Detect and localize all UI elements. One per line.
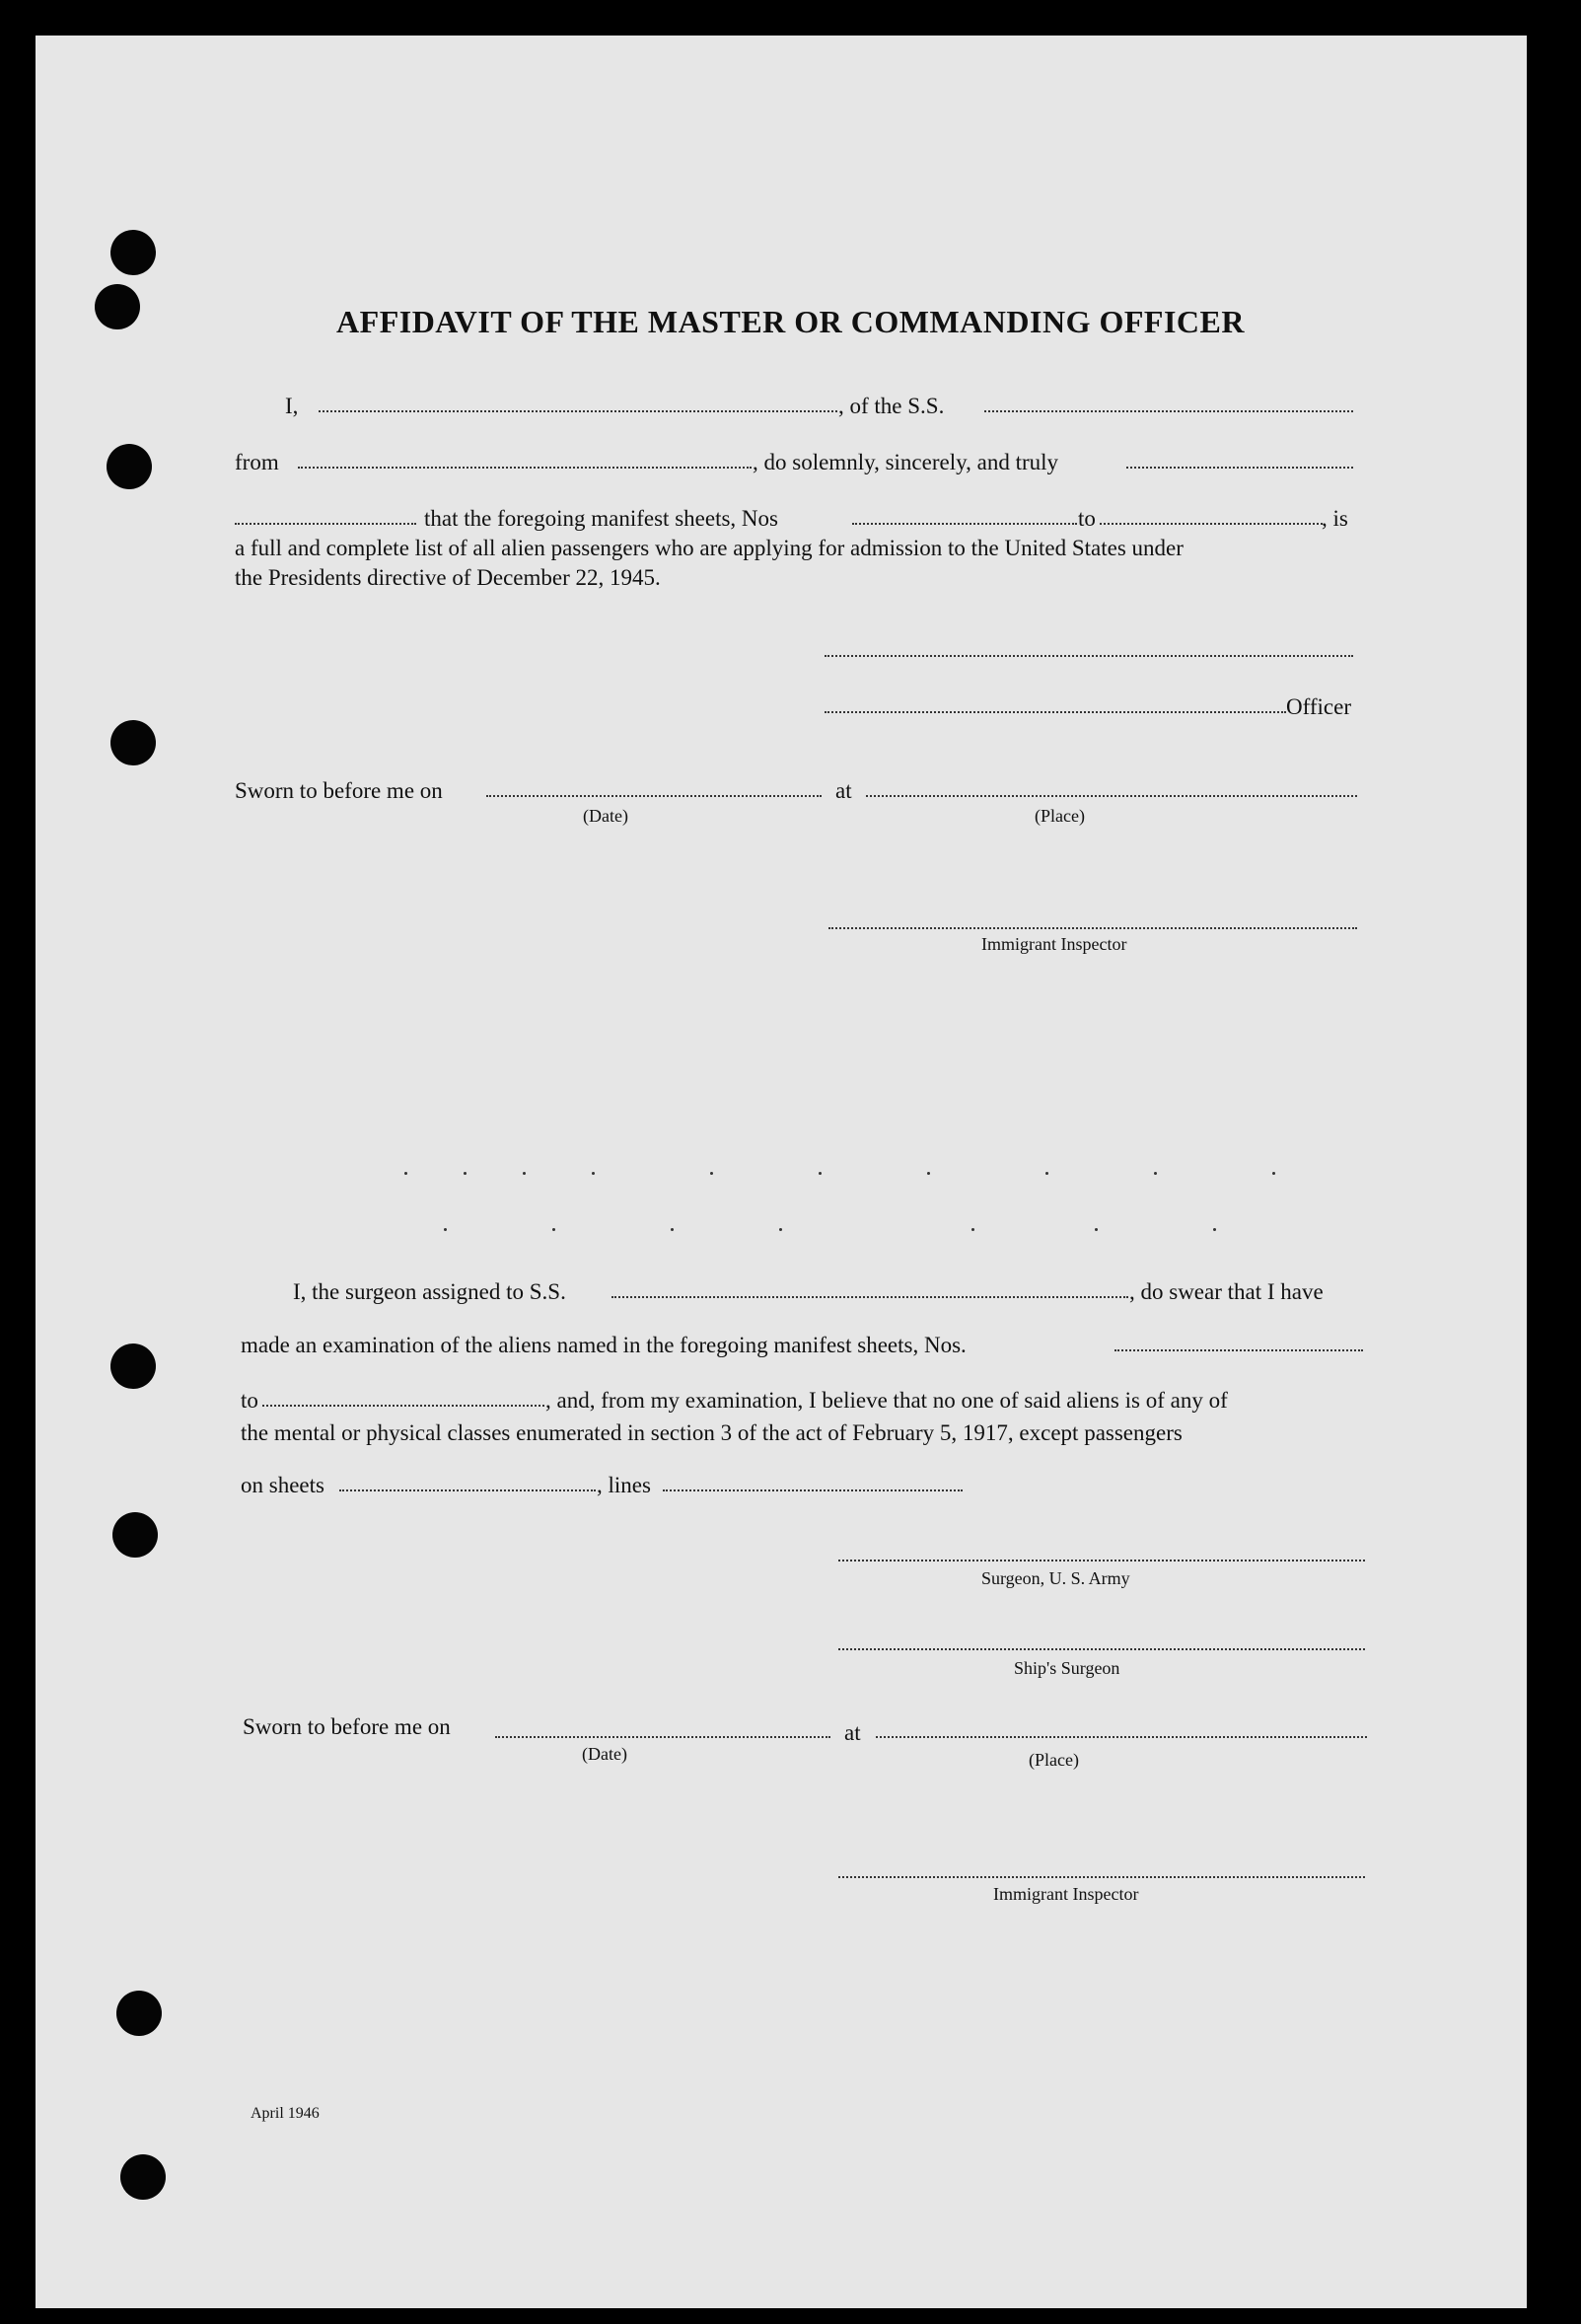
ship-name-field[interactable]: [984, 410, 1353, 412]
from-label: from: [235, 450, 279, 474]
master-sworn-date-field[interactable]: [486, 795, 822, 797]
surgeon-sworn-date-field[interactable]: [495, 1736, 830, 1738]
surgeon-date-caption: (Date): [582, 1744, 627, 1764]
surgeon-sheets-field[interactable]: [339, 1489, 596, 1491]
bleed-speck: [404, 1172, 407, 1175]
sheet-from-field[interactable]: [852, 523, 1077, 525]
punch-hole-6: [112, 1512, 158, 1558]
oath-type-field-cont[interactable]: [235, 523, 416, 525]
surgeon-inspector-signature-line[interactable]: [838, 1876, 1365, 1878]
bleed-speck: [464, 1172, 467, 1175]
bleed-speck: [927, 1172, 930, 1175]
bleed-speck: [523, 1172, 526, 1175]
officer-signature-line[interactable]: [825, 711, 1286, 713]
master-name-field[interactable]: [319, 410, 837, 412]
surgeon-at-label: at: [844, 1720, 861, 1745]
master-place-caption: (Place): [1035, 806, 1085, 826]
officer-label: Officer: [1286, 694, 1351, 719]
punch-hole-1: [110, 230, 156, 275]
surgeon-intro-label: I, the surgeon assigned to S.S.: [293, 1279, 566, 1304]
solemnly-label: , do solemnly, sincerely, and truly: [753, 450, 1059, 474]
surgeon-sworn-place-field[interactable]: [876, 1736, 1367, 1738]
master-sworn-place-field[interactable]: [866, 795, 1357, 797]
bleed-speck: [552, 1228, 555, 1231]
surgeon-place-caption: (Place): [1029, 1750, 1079, 1770]
punch-hole-7: [116, 1991, 162, 2036]
i-label: I,: [285, 394, 299, 418]
punch-hole-4: [110, 720, 156, 765]
surgeon-inspector-caption: Immigrant Inspector: [993, 1884, 1139, 1904]
punch-hole-3: [107, 444, 152, 489]
surgeon-lines-label: , lines: [597, 1473, 651, 1497]
bleed-speck: [1154, 1172, 1157, 1175]
surgeon-to-label: to: [241, 1388, 258, 1413]
sheet-to-field[interactable]: [1100, 523, 1323, 525]
punch-hole-8: [120, 2154, 166, 2200]
bleed-speck: [1213, 1228, 1216, 1231]
statement-line-2: the Presidents directive of December 22, 1945.: [235, 565, 661, 590]
surgeon-swear-label: , do swear that I have: [1129, 1279, 1324, 1304]
surgeon-classes-line: the mental or physical classes enumerated in section 3 of the act of February 5, 1917, except passengers: [241, 1420, 1183, 1445]
master-inspector-signature-line[interactable]: [828, 927, 1357, 929]
surgeon-examination-label: made an examination of the aliens named in the foregoing manifest sheets, Nos.: [241, 1333, 967, 1357]
bleed-speck: [819, 1172, 822, 1175]
of-ss-label: , of the S.S.: [838, 394, 945, 418]
master-signature-line[interactable]: [825, 655, 1353, 657]
bleed-speck: [1272, 1172, 1275, 1175]
bleed-speck: [710, 1172, 713, 1175]
surgeon-lines-field[interactable]: [663, 1489, 963, 1491]
surgeon-sheet-to-field[interactable]: [262, 1405, 544, 1407]
foregoing-label: that the foregoing manifest sheets, Nos: [424, 506, 778, 531]
master-sworn-label: Sworn to before me on: [235, 778, 443, 803]
surgeon-ship-field[interactable]: [611, 1296, 1128, 1298]
form-title: AFFIDAVIT OF THE MASTER OR COMMANDING OFFICER: [336, 304, 1245, 339]
statement-line-1: a full and complete list of all alien passengers who are applying for admission to the United States under: [235, 536, 1184, 560]
is-label: , is: [1322, 506, 1348, 531]
form-page: [36, 36, 1527, 2308]
surgeon-sheets-label: on sheets: [241, 1473, 324, 1497]
surgeon-sheet-from-field[interactable]: [1114, 1349, 1363, 1351]
departure-port-field[interactable]: [298, 467, 752, 469]
surgeon-belief-label: , and, from my examination, I believe that no one of said aliens is of any of: [545, 1388, 1228, 1413]
ship-surgeon-signature-line[interactable]: [838, 1648, 1365, 1650]
ship-surgeon-caption: Ship's Surgeon: [1014, 1658, 1120, 1678]
bleed-speck: [592, 1172, 595, 1175]
bleed-speck: [444, 1228, 447, 1231]
to-label: to: [1078, 506, 1096, 531]
bleed-speck: [671, 1228, 674, 1231]
master-at-label: at: [835, 778, 852, 803]
surgeon-sworn-label: Sworn to before me on: [243, 1714, 451, 1739]
master-date-caption: (Date): [583, 806, 628, 826]
army-surgeon-caption: Surgeon, U. S. Army: [981, 1568, 1130, 1588]
footer-date: April 1946: [251, 2105, 320, 2122]
punch-hole-5: [110, 1344, 156, 1389]
bleed-speck: [1095, 1228, 1098, 1231]
oath-type-field[interactable]: [1126, 467, 1353, 469]
master-inspector-caption: Immigrant Inspector: [981, 934, 1127, 954]
bleed-speck: [971, 1228, 974, 1231]
army-surgeon-signature-line[interactable]: [838, 1560, 1365, 1561]
bleed-speck: [779, 1228, 782, 1231]
bleed-speck: [1045, 1172, 1048, 1175]
